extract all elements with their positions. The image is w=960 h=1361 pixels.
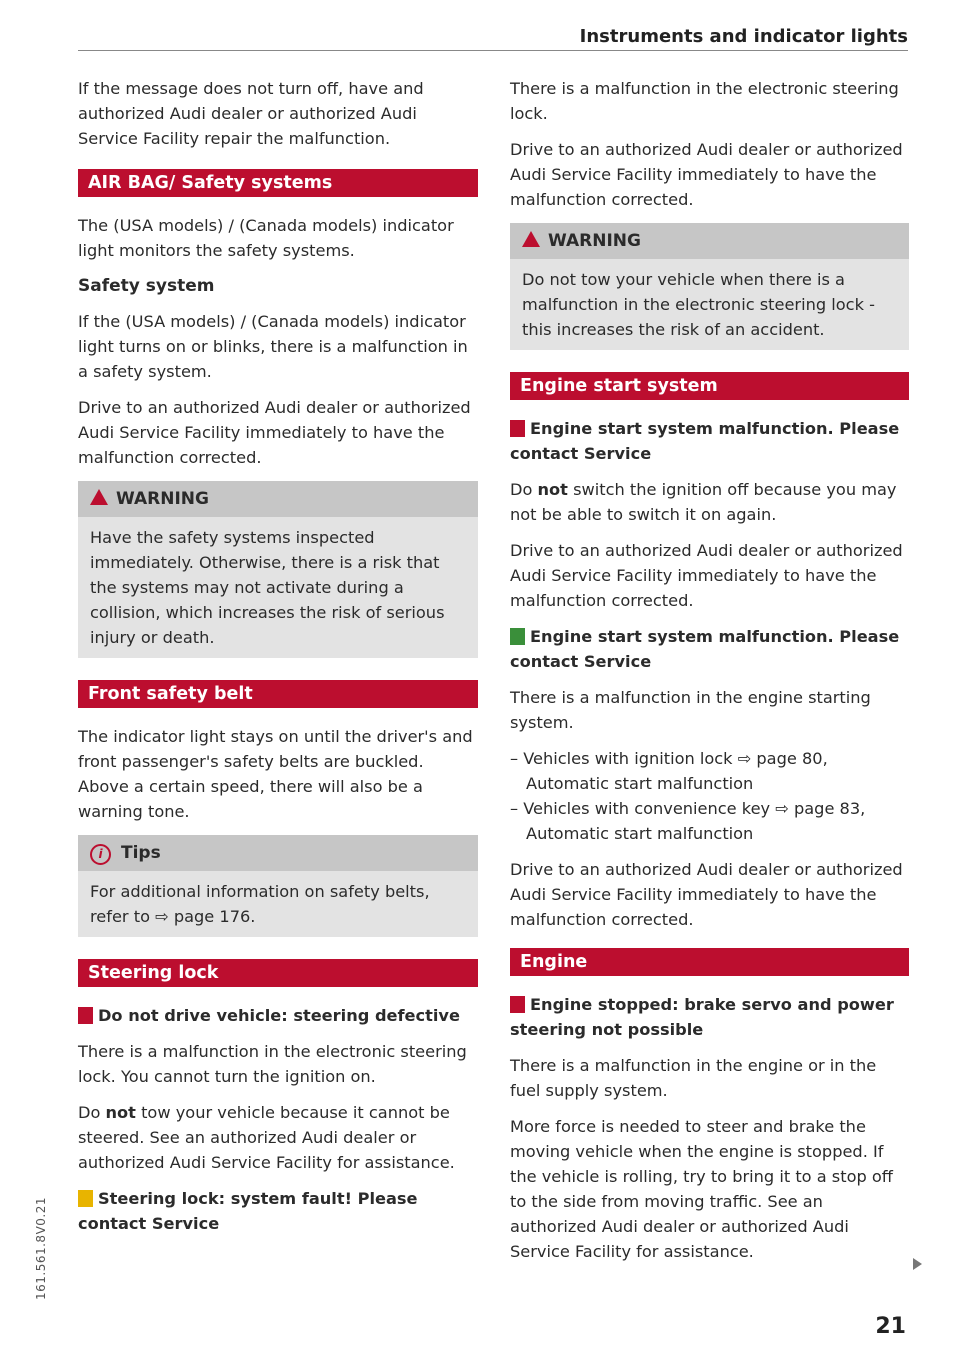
warning-text: Do not tow your vehicle when there is a malfunction in the electronic steering lock - this increases the risk of an accident. xyxy=(522,270,875,339)
warning-text: Have the safety systems inspected immediately. Otherwise, there is a risk that the systems may not activate during a collision, which increases the risk of serious injury or death. xyxy=(90,528,445,647)
tips-box xyxy=(78,835,478,937)
list-item[interactable]: – Vehicles with ignition lock ⇨ page 80, Automatic start malfunction xyxy=(510,749,828,793)
engine-start-green-indicator-icon xyxy=(510,628,525,645)
engine-start-msg2: Engine start system malfunction. Please contact Service xyxy=(510,627,900,671)
engine-start-msg1: Engine start system malfunction. Please contact Service xyxy=(510,419,900,463)
steering-msg2: Steering lock: system fault! Please contact Service xyxy=(78,1189,418,1233)
engine-start-red-indicator-icon xyxy=(510,420,525,437)
page-number: 21 xyxy=(875,1314,906,1339)
safety-warning-box xyxy=(78,481,478,658)
warning-title: WARNING xyxy=(548,231,641,251)
engine-start-p1: Do not switch the ignition off because you may not be able to switch it on again. xyxy=(510,480,897,524)
engine-start-p2: Drive to an authorized Audi dealer or authorized Audi Service Facility immediately to have the malfunction corrected. xyxy=(510,541,903,610)
steering-lock-p1: There is a malfunction in the electronic steering lock. You cannot turn the ignition on. xyxy=(78,1042,467,1086)
steering-msg1: Do not drive vehicle: steering defective xyxy=(78,1003,478,1028)
safety-systems-heading: AIR BAG/ Safety systems xyxy=(78,169,478,197)
engine-indicator-icon xyxy=(510,996,525,1013)
engine-msg: Engine stopped: brake servo and power steering not possible xyxy=(510,995,894,1039)
engine-start-heading: Engine start system xyxy=(510,372,909,400)
right-column xyxy=(510,76,909,1275)
right-p1: There is a malfunction in the electronic steering lock. xyxy=(510,79,899,123)
document-code: 161.561.8V0.21 xyxy=(34,1197,48,1300)
running-header: Instruments and indicator lights xyxy=(579,26,908,47)
safety-system-subheading: Safety system xyxy=(78,276,215,296)
front-belt-paragraph: The indicator light stays on until the driver's and front passenger's safety belts are buckled. Above a certain speed, there will also be a warning tone. xyxy=(78,727,473,821)
left-column xyxy=(78,76,478,1247)
steering-lock-p2: Do not tow your vehicle because it cannot be steered. See an authorized Audi dealer or authorized Audi Service Facility for assistance. xyxy=(78,1103,455,1172)
safety-systems-p2: If the (USA models) / (Canada models) indicator light turns on or blinks, there is a malfunction in a safety system. xyxy=(78,312,468,381)
continue-arrow-icon xyxy=(913,1258,922,1270)
steering-warning-box xyxy=(510,223,909,350)
steering-lock-heading: Steering lock xyxy=(78,959,478,987)
info-icon: i xyxy=(90,844,111,865)
tips-text: For additional information on safety belts, refer to ⇨ page 176. xyxy=(90,882,430,926)
list-item[interactable]: – Vehicles with convenience key ⇨ page 83, Automatic start malfunction xyxy=(510,799,866,843)
warning-triangle-icon xyxy=(522,231,540,247)
steering-lock-yellow-indicator-icon xyxy=(78,1190,93,1207)
engine-heading: Engine xyxy=(510,948,909,976)
engine-p1: There is a malfunction in the engine or in the fuel supply system. xyxy=(510,1056,877,1100)
right-p2: Drive to an authorized Audi dealer or authorized Audi Service Facility immediately to have the malfunction corrected. xyxy=(510,140,903,209)
steering-lock-indicator-icon xyxy=(78,1007,93,1024)
intro-paragraph: If the message does not turn off, have and authorized Audi dealer or authorized Audi Service Facility repair the malfunction. xyxy=(78,79,424,148)
engine-start-p3: There is a malfunction in the engine starting system. xyxy=(510,688,871,732)
front-safety-belt-heading: Front safety belt xyxy=(78,680,478,708)
engine-p2: More force is needed to steer and brake the moving vehicle when the engine is stopped. If the vehicle is rolling, try to bring it to a stop off to the side from moving traffic. See an authorized Audi dealer or authorized Audi Service Facility for assistance. xyxy=(510,1117,893,1261)
engine-start-p4: Drive to an authorized Audi dealer or authorized Audi Service Facility immediately to have the malfunction corrected. xyxy=(510,860,903,929)
engine-start-list xyxy=(510,746,909,846)
tips-title: Tips xyxy=(121,843,161,863)
warning-title: WARNING xyxy=(116,489,209,509)
safety-systems-p3: Drive to an authorized Audi dealer or authorized Audi Service Facility immediately to have the malfunction corrected. xyxy=(78,398,471,467)
header-rule xyxy=(78,50,908,51)
safety-systems-p1: The (USA models) / (Canada models) indicator light monitors the safety systems. xyxy=(78,216,454,260)
warning-triangle-icon xyxy=(90,489,108,505)
